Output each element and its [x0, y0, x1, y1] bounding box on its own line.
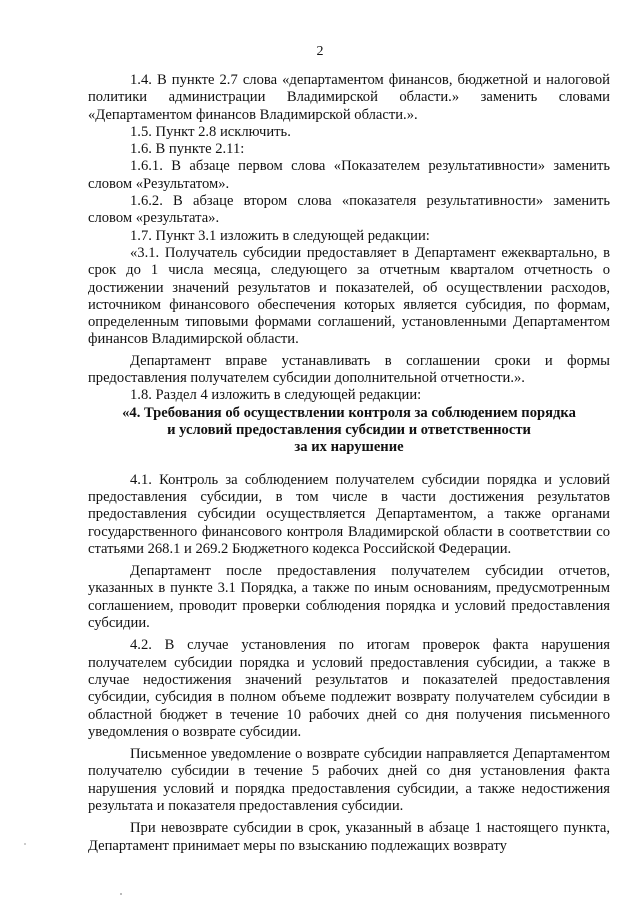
- paragraph-4-2-third: При невозврате субсидии в срок, указанный в абзаце 1 настоящего пункта, Департамент принимает меры по взысканию подлежащих возврату: [88, 820, 610, 854]
- paragraph-1-6-2: 1.6.2. В абзаце втором слова «показателя результативности» заменить словом «результата».: [88, 193, 610, 227]
- paragraph-4-1: 4.1. Контроль за соблюдением получателем субсидии порядка и условий предоставления субсидии, в том числе в части достижения результатов предоставления субсидии осуществляется Департаментом, а также органами государственного финансового контроля Владимирской области в соответствии со статьями 268.1 и 269.2 Бюджетного кодекса Российской Федерации.: [88, 471, 610, 557]
- paragraph-4-1-second: Департамент после предоставления получателем субсидии отчетов, указанных в пункте 3.1 Порядка, а также по иным основаниям, предусмотренным соглашением, проводит проверки соблюдения порядка и условий предоставления субсидии.: [88, 563, 610, 632]
- heading-line-1: «4. Требования об осуществлении контроля за соблюдением порядка: [122, 404, 576, 421]
- heading-spacer: [88, 456, 610, 472]
- scan-speck: [120, 893, 122, 895]
- document-body: [88, 72, 610, 855]
- paragraph-4-2-second: Письменное уведомление о возврате субсидии направляется Департаментом получателю субсидии в течение 5 рабочих дней со дня установления факта нарушения условий и порядка предоставления субсидии, а также недостижения результата и показателя предоставления субсидии.: [88, 746, 610, 814]
- paragraph-3-1-continued: Департамент вправе устанавливать в соглашении сроки и формы предоставления получателем субсидии дополнительной отчетности.».: [88, 352, 610, 387]
- paragraph-1-5: 1.5. Пункт 2.8 исключить.: [130, 123, 291, 140]
- paragraph-1-6: 1.6. В пункте 2.11:: [130, 141, 245, 158]
- paragraph-3-1: «3.1. Получатель субсидии предоставляет в Департамент ежеквартально, в срок до 1 числа месяца, следующего за отчетным кварталом отчетность о достижении значений результатов и показателей, об осуществлении расходов, источником финансового обеспечения которых является субсидия, по формам, определенным типовыми формами соглашений, установленными Департаментом финансов Владимирской области.: [88, 244, 610, 348]
- paragraph-1-6-1: 1.6.1. В абзаце первом слова «Показателем результативности» заменить словом «Результатом».: [88, 158, 610, 192]
- paragraph-1-7: 1.7. Пункт 3.1 изложить в следующей редакции:: [130, 227, 430, 244]
- paragraph-4-2: 4.2. В случае установления по итогам проверок факта нарушения получателем субсидии порядка и условий предоставления субсидии, а также в случае недостижения значений результатов и показателей предоставления субсидии, субсидия в полном объеме подлежит возврату получателем субсидии в областной бюджет в течение 10 рабочих дней со дня получения письменного уведомления о возврате субсидии.: [88, 637, 610, 740]
- scan-speck: [24, 843, 26, 845]
- paragraph-1-8: 1.8. Раздел 4 изложить в следующей редакции:: [130, 387, 422, 404]
- section-4-heading: [88, 405, 610, 456]
- heading-line-2: и условий предоставления субсидии и ответственности: [167, 421, 531, 438]
- heading-line-3: за их нарушение: [294, 438, 404, 455]
- paragraph-1-4: 1.4. В пункте 2.7 слова «департаментом финансов, бюджетной и налоговой политики администрации Владимирской области.» заменить словами «Департаментом финансов Владимирской области.».: [88, 72, 610, 123]
- page-number: 2: [316, 44, 324, 59]
